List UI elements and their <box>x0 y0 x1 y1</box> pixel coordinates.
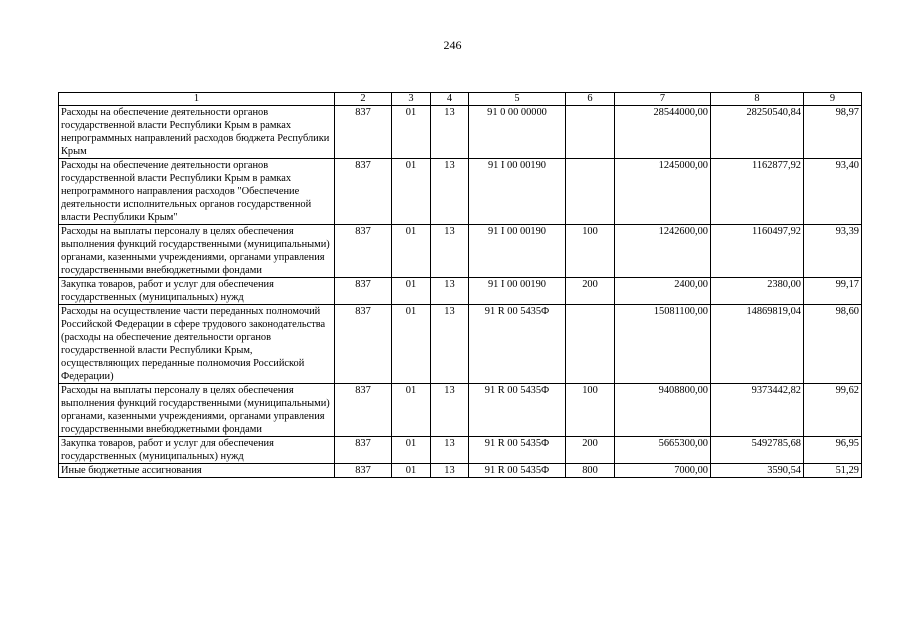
section-code: 01 <box>392 106 431 159</box>
planned-amount: 1245000,00 <box>615 159 711 225</box>
expense-type-code <box>566 159 615 225</box>
row-description: Расходы на осуществление части переданных полномочий Российской Федерации в сфере трудового законодательства (расходы на обеспечение деятельности органов государственной власти Республики Крым, осуществляющих переданные полномочия Российской Федерации) <box>59 305 335 384</box>
planned-amount: 9408800,00 <box>615 384 711 437</box>
table-row <box>59 384 862 437</box>
col-header: 9 <box>804 93 862 106</box>
section-code: 01 <box>392 159 431 225</box>
subsection-code: 13 <box>431 159 469 225</box>
col-header: 6 <box>566 93 615 106</box>
planned-amount: 7000,00 <box>615 464 711 478</box>
actual-amount: 14869819,04 <box>711 305 804 384</box>
section-code: 01 <box>392 278 431 305</box>
ministry-code: 837 <box>335 464 392 478</box>
target-article-code: 91 I 00 00190 <box>469 225 566 278</box>
table-row <box>59 305 862 384</box>
row-description: Расходы на обеспечение деятельности органов государственной власти Республики Крым в рамках непрограммных направлений расходов бюджета Республики Крым <box>59 106 335 159</box>
subsection-code: 13 <box>431 305 469 384</box>
execution-percent: 99,62 <box>804 384 862 437</box>
subsection-code: 13 <box>431 384 469 437</box>
subsection-code: 13 <box>431 437 469 464</box>
row-description: Расходы на обеспечение деятельности органов государственной власти Республики Крым в рамках непрограммного направления расходов "Обеспечение деятельности исполнительных органов государственной власти Республики Крым" <box>59 159 335 225</box>
target-article-code: 91 R 00 5435Ф <box>469 437 566 464</box>
row-description: Иные бюджетные ассигнования <box>59 464 335 478</box>
subsection-code: 13 <box>431 225 469 278</box>
section-code: 01 <box>392 305 431 384</box>
target-article-code: 91 R 00 5435Ф <box>469 384 566 437</box>
actual-amount: 1160497,92 <box>711 225 804 278</box>
actual-amount: 1162877,92 <box>711 159 804 225</box>
col-header: 7 <box>615 93 711 106</box>
table-row <box>59 437 862 464</box>
expense-type-code: 800 <box>566 464 615 478</box>
actual-amount: 5492785,68 <box>711 437 804 464</box>
expense-type-code: 200 <box>566 437 615 464</box>
execution-percent: 98,60 <box>804 305 862 384</box>
ministry-code: 837 <box>335 305 392 384</box>
col-header: 3 <box>392 93 431 106</box>
col-header: 4 <box>431 93 469 106</box>
target-article-code: 91 I 00 00190 <box>469 278 566 305</box>
planned-amount: 5665300,00 <box>615 437 711 464</box>
budget-table <box>58 92 862 478</box>
ministry-code: 837 <box>335 106 392 159</box>
expense-type-code: 100 <box>566 384 615 437</box>
subsection-code: 13 <box>431 278 469 305</box>
row-description: Расходы на выплаты персоналу в целях обеспечения выполнения функций государственными (муниципальными) органами, казенными учреждениями, органами управления государственными внебюджетными фондами <box>59 384 335 437</box>
page-number: 246 <box>443 38 462 52</box>
table-row <box>59 106 862 159</box>
ministry-code: 837 <box>335 437 392 464</box>
execution-percent: 51,29 <box>804 464 862 478</box>
execution-percent: 93,40 <box>804 159 862 225</box>
row-description: Закупка товаров, работ и услуг для обеспечения государственных (муниципальных) нужд <box>59 278 335 305</box>
row-description: Расходы на выплаты персоналу в целях обеспечения выполнения функций государственными (муниципальными) органами, казенными учреждениями, органами управления государственными внебюджетными фондами <box>59 225 335 278</box>
col-header: 8 <box>711 93 804 106</box>
expense-type-code: 100 <box>566 225 615 278</box>
table-row <box>59 464 862 478</box>
planned-amount: 2400,00 <box>615 278 711 305</box>
target-article-code: 91 0 00 00000 <box>469 106 566 159</box>
actual-amount: 9373442,82 <box>711 384 804 437</box>
table-row <box>59 159 862 225</box>
col-header: 5 <box>469 93 566 106</box>
ministry-code: 837 <box>335 159 392 225</box>
planned-amount: 1242600,00 <box>615 225 711 278</box>
planned-amount: 15081100,00 <box>615 305 711 384</box>
header-row <box>59 93 862 106</box>
execution-percent: 96,95 <box>804 437 862 464</box>
execution-percent: 93,39 <box>804 225 862 278</box>
section-code: 01 <box>392 437 431 464</box>
subsection-code: 13 <box>431 106 469 159</box>
col-header: 2 <box>335 93 392 106</box>
target-article-code: 91 R 00 5435Ф <box>469 305 566 384</box>
expense-type-code <box>566 305 615 384</box>
section-code: 01 <box>392 384 431 437</box>
ministry-code: 837 <box>335 384 392 437</box>
actual-amount: 28250540,84 <box>711 106 804 159</box>
section-code: 01 <box>392 464 431 478</box>
col-header: 1 <box>59 93 335 106</box>
execution-percent: 99,17 <box>804 278 862 305</box>
actual-amount: 3590,54 <box>711 464 804 478</box>
row-description: Закупка товаров, работ и услуг для обеспечения государственных (муниципальных) нужд <box>59 437 335 464</box>
table-row <box>59 225 862 278</box>
target-article-code: 91 R 00 5435Ф <box>469 464 566 478</box>
ministry-code: 837 <box>335 225 392 278</box>
ministry-code: 837 <box>335 278 392 305</box>
execution-percent: 98,97 <box>804 106 862 159</box>
table-row <box>59 278 862 305</box>
subsection-code: 13 <box>431 464 469 478</box>
planned-amount: 28544000,00 <box>615 106 711 159</box>
actual-amount: 2380,00 <box>711 278 804 305</box>
expense-type-code: 200 <box>566 278 615 305</box>
section-code: 01 <box>392 225 431 278</box>
target-article-code: 91 I 00 00190 <box>469 159 566 225</box>
expense-type-code <box>566 106 615 159</box>
